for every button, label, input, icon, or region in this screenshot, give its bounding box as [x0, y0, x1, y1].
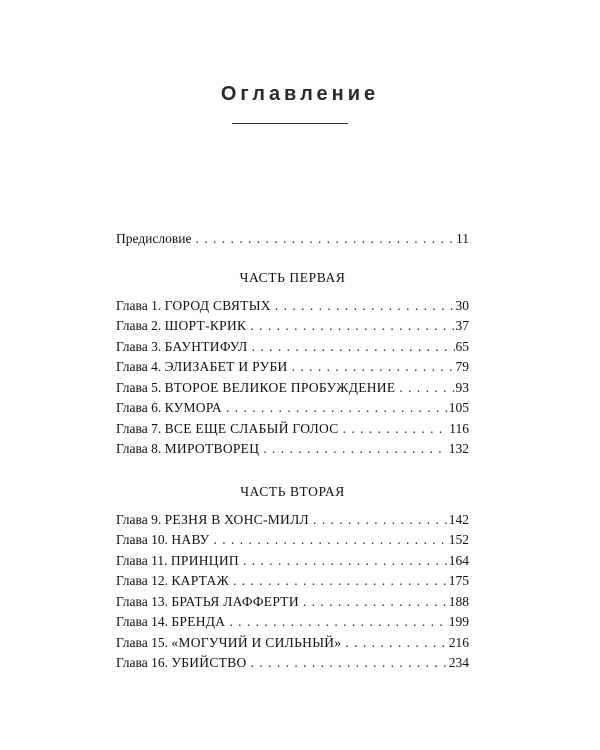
toc-entry-page: 188 [448, 593, 469, 609]
toc-entry[interactable] [116, 419, 469, 440]
toc-entry[interactable] [116, 337, 469, 358]
dot-leader [263, 439, 447, 460]
chapter-prefix: Глава 10. [116, 532, 168, 547]
title-divider [232, 123, 348, 124]
toc-entry[interactable] [116, 378, 469, 399]
toc-entry-page: 216 [448, 634, 469, 650]
chapter-prefix: Глава 5. [116, 379, 162, 395]
toc-entry-page: 175 [448, 573, 469, 588]
chapter-prefix: Глава 8. [116, 441, 162, 456]
toc-entry-label: Предисловие [116, 231, 192, 246]
chapter-prefix: Глава 15. [116, 634, 168, 650]
toc-entry-page: 164 [448, 552, 469, 568]
toc-entry[interactable] [116, 571, 469, 592]
chapter-title: НАВУ [171, 532, 210, 547]
toc-entry[interactable] [116, 530, 469, 551]
toc-entry-page: 199 [448, 614, 469, 629]
dot-leader [229, 612, 447, 633]
dot-leader [345, 633, 447, 654]
chapter-prefix: Глава 11. [116, 552, 168, 568]
chapter-prefix: Глава 6. [116, 400, 162, 415]
toc-entry-page: 105 [448, 400, 469, 415]
toc-entry-page: 132 [448, 441, 469, 456]
chapter-title: ШОРТ-КРИК [164, 318, 247, 333]
toc-entry[interactable] [116, 633, 469, 654]
chapter-title: КАРТАЖ [171, 573, 229, 588]
dot-leader [251, 653, 448, 674]
toc-entry-page: 65 [455, 338, 469, 354]
chapter-prefix: Глава 16. [116, 655, 168, 670]
chapter-title: БРЕНДА [171, 614, 226, 629]
toc-entry[interactable] [116, 316, 469, 337]
chapter-prefix: Глава 3. [116, 338, 162, 354]
chapter-title: БРАТЬЯ ЛАФФЕРТИ [171, 593, 299, 609]
toc-entry-page: 30 [455, 297, 469, 313]
chapter-title: ВТОРОЕ ВЕЛИКОЕ ПРОБУЖДЕНИЕ [164, 379, 396, 395]
toc-entry[interactable] [116, 653, 469, 674]
dot-leader [214, 530, 448, 551]
toc-entry-page: 142 [448, 511, 469, 527]
toc-entry-page: 234 [448, 655, 469, 670]
dot-leader [313, 510, 448, 531]
toc-entry[interactable] [116, 398, 469, 419]
chapter-prefix: Глава 12. [116, 573, 168, 588]
toc-entry[interactable] [116, 592, 469, 613]
dot-leader [250, 316, 454, 337]
chapter-title: «МОГУЧИЙ И СИЛЬНЫЙ» [171, 634, 342, 650]
toc-entry-page: 116 [449, 420, 469, 436]
toc-entry-page: 152 [448, 532, 469, 547]
part-heading: ЧАСТЬ ПЕРВАЯ [239, 269, 346, 285]
dot-leader [195, 229, 455, 250]
chapter-prefix: Глава 13. [116, 593, 168, 609]
dot-leader [252, 337, 455, 358]
dot-leader [292, 357, 455, 378]
dot-leader [343, 419, 449, 440]
toc-title: Оглавление [220, 83, 380, 105]
toc-entry[interactable] [116, 510, 469, 531]
chapter-prefix: Глава 9. [116, 511, 162, 527]
dot-leader [226, 398, 448, 419]
toc-entry-page: 37 [455, 318, 469, 333]
chapter-title: ПРИНЦИП [170, 552, 239, 568]
dot-leader [233, 571, 448, 592]
dot-leader [399, 378, 454, 399]
chapter-prefix: Глава 4. [116, 359, 162, 374]
chapter-prefix: Глава 2. [116, 318, 162, 333]
dot-leader [275, 296, 455, 317]
toc-entry[interactable] [116, 296, 469, 317]
chapter-title: МИРОТВОРЕЦ [164, 441, 260, 456]
dot-leader [303, 592, 448, 613]
chapter-title: УБИЙСТВО [171, 655, 247, 670]
toc-entry[interactable] [116, 357, 469, 378]
part-heading: ЧАСТЬ ВТОРАЯ [240, 483, 345, 499]
toc-entry-page: 93 [455, 379, 469, 395]
toc-entry-preface[interactable] [116, 229, 469, 250]
chapter-title: РЕЗНЯ В ХОНС-МИЛЛ [164, 511, 310, 527]
toc-entry-page: 79 [455, 359, 469, 374]
dot-leader [243, 551, 448, 572]
chapter-title: КУМОРА [164, 400, 222, 415]
table-of-contents [116, 229, 469, 674]
toc-entry[interactable] [116, 551, 469, 572]
chapter-title: ВСЕ ЕЩЕ СЛАБЫЙ ГОЛОС [164, 420, 339, 436]
chapter-title: ЭЛИЗАБЕТ И РУБИ [164, 359, 288, 374]
chapter-prefix: Глава 1. [116, 297, 162, 313]
toc-entry[interactable] [116, 439, 469, 460]
chapter-title: БАУНТИФУЛ [164, 338, 248, 354]
toc-entry[interactable] [116, 612, 469, 633]
toc-entry-page: 11 [456, 231, 469, 246]
chapter-prefix: Глава 7. [116, 420, 162, 436]
chapter-title: ГОРОД СВЯТЫХ [164, 297, 271, 313]
chapter-prefix: Глава 14. [116, 614, 168, 629]
